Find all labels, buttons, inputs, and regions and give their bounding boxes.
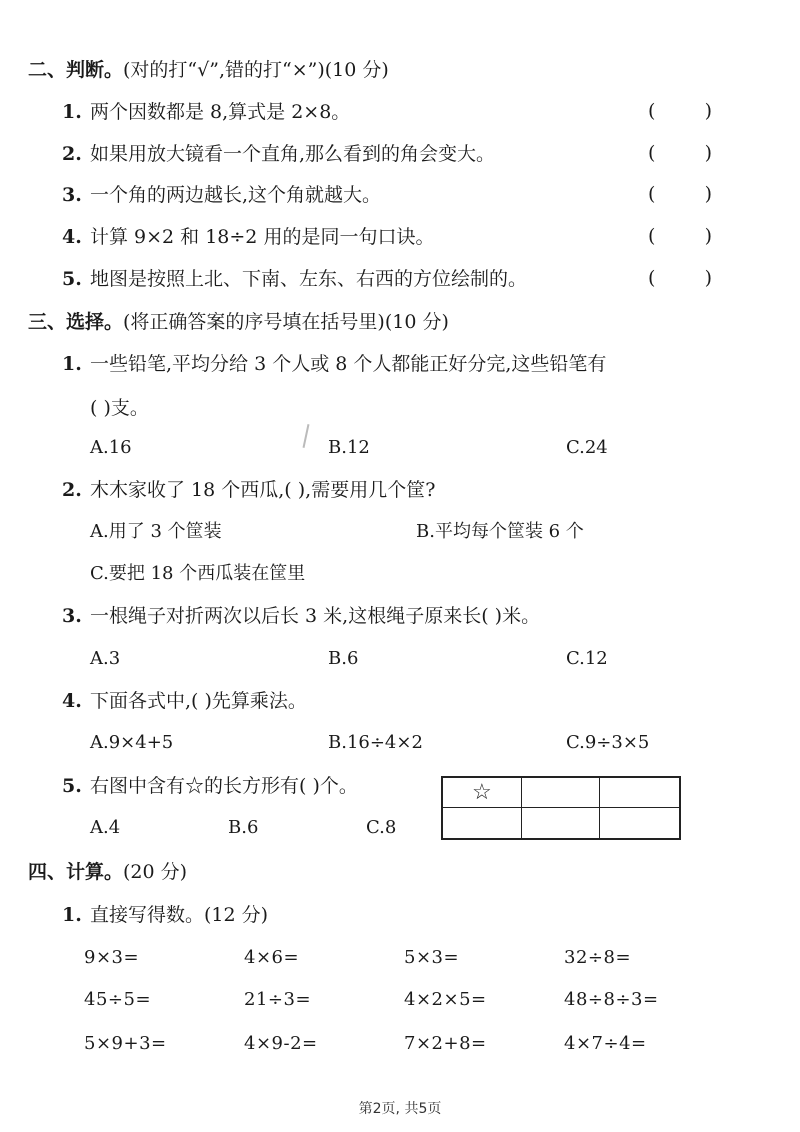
judge-item-number: 3.: [62, 184, 82, 206]
choice-q5: [62, 774, 358, 798]
close-paren: ): [704, 267, 712, 289]
close-paren: ): [704, 183, 712, 205]
option-b[interactable]: B.16÷4×2: [328, 732, 423, 753]
grid-cell: [600, 778, 679, 808]
open-paren: (: [648, 183, 656, 205]
close-paren: ): [704, 142, 712, 164]
judge-item-number: 2.: [62, 143, 82, 165]
option-c[interactable]: C.12: [566, 648, 608, 669]
question-text: 木木家收了 18 个西瓜,( ),需要用几个筐?: [90, 479, 436, 501]
option-c[interactable]: C.8: [366, 817, 397, 838]
judge-item-text: 一个角的两边越长,这个角就越大。: [90, 184, 382, 206]
question-text: 下面各式中,( )先算乘法。: [90, 690, 307, 712]
judge-item-2: [62, 142, 495, 166]
grid-cell: [443, 778, 522, 808]
judge-item-number: 4.: [62, 226, 82, 248]
answer-blank[interactable]: [648, 225, 712, 247]
grid-cell: [522, 778, 601, 808]
judge-item-text: 两个因数都是 8,算式是 2×8。: [90, 101, 351, 123]
calc-expression: 32÷8=: [564, 947, 632, 968]
section4-note: (20 分): [123, 861, 188, 883]
grid-cell: [443, 808, 522, 838]
open-paren: (: [648, 225, 656, 247]
calc-q1: [62, 903, 268, 927]
question-number: 2.: [62, 479, 82, 501]
page-footer: 第2页, 共5页: [358, 1101, 442, 1117]
section3-heading: [28, 310, 449, 334]
answer-blank[interactable]: [648, 100, 712, 122]
choice-q4: [62, 689, 307, 713]
open-paren: (: [648, 142, 656, 164]
option-a[interactable]: A.3: [90, 648, 121, 669]
option-c[interactable]: C.24: [566, 437, 608, 458]
section2-title: 二、判断。: [28, 59, 124, 81]
grid-cell: [600, 808, 679, 838]
rectangle-grid-figure: [441, 776, 681, 840]
open-paren: (: [648, 267, 656, 289]
option-b[interactable]: B.12: [328, 437, 370, 458]
option-a[interactable]: A.9×4+5: [90, 732, 174, 753]
section2-note: (对的打“√”,错的打“×”)(10 分): [123, 59, 389, 81]
calc-expression: 4×2×5=: [404, 989, 487, 1010]
option-b[interactable]: B.平均每个筐装 6 个: [416, 521, 584, 542]
question-number: 4.: [62, 690, 82, 712]
question-number: 1.: [62, 353, 82, 375]
question-number: 3.: [62, 605, 82, 627]
question-text: 一些铅笔,平均分给 3 个人或 8 个人都能正好分完,这些铅笔有: [90, 353, 607, 375]
section4-title: 四、计算。: [28, 861, 124, 883]
answer-blank[interactable]: [648, 183, 712, 205]
judge-item-1: [62, 100, 350, 124]
section4-heading: [28, 860, 187, 884]
pencil-mark: [303, 424, 310, 448]
open-paren: (: [648, 100, 656, 122]
calc-expression: 9×3=: [84, 947, 140, 968]
option-a[interactable]: A.用了 3 个筐装: [90, 521, 222, 542]
option-b[interactable]: B.6: [228, 817, 259, 838]
choice-q3: [62, 604, 540, 628]
close-paren: ): [704, 100, 712, 122]
option-a[interactable]: A.16: [90, 437, 132, 458]
choice-q2: [62, 478, 435, 502]
judge-item-text: 地图是按照上北、下南、左东、右西的方位绘制的。: [90, 268, 528, 290]
calc-expression: 5×3=: [404, 947, 460, 968]
calc-expression: 4×7÷4=: [564, 1033, 647, 1054]
question-number: 1.: [62, 904, 82, 926]
judge-item-text: 计算 9×2 和 18÷2 用的是同一句口诀。: [90, 226, 435, 248]
calc-expression: 7×2+8=: [404, 1033, 487, 1054]
star-icon: ☆: [471, 780, 492, 805]
close-paren: ): [704, 225, 712, 247]
question-text: 一根绳子对折两次以后长 3 米,这根绳子原来长( )米。: [90, 605, 541, 627]
section3-title: 三、选择。: [28, 311, 124, 333]
judge-item-number: 1.: [62, 101, 82, 123]
question-text: 右图中含有☆的长方形有( )个。: [90, 775, 358, 797]
option-c[interactable]: C.9÷3×5: [566, 732, 650, 753]
choice-q1-line2: ( )支。: [90, 397, 149, 419]
answer-blank[interactable]: [648, 142, 712, 164]
judge-item-text: 如果用放大镜看一个直角,那么看到的角会变大。: [90, 143, 496, 165]
answer-blank[interactable]: [648, 267, 712, 289]
question-text: 直接写得数。(12 分): [90, 904, 269, 926]
calc-expression: 4×6=: [244, 947, 300, 968]
option-a[interactable]: A.4: [90, 817, 121, 838]
section2-heading: [28, 58, 389, 82]
option-b[interactable]: B.6: [328, 648, 359, 669]
calc-expression: 5×9+3=: [84, 1033, 167, 1054]
judge-item-number: 5.: [62, 268, 82, 290]
calc-expression: 4×9-2=: [244, 1033, 318, 1054]
choice-q1: [62, 352, 606, 376]
calc-expression: 48÷8÷3=: [564, 989, 659, 1010]
calc-expression: 45÷5=: [84, 989, 152, 1010]
judge-item-5: [62, 267, 527, 291]
option-c[interactable]: C.要把 18 个西瓜装在筐里: [90, 563, 306, 584]
calc-expression: 21÷3=: [244, 989, 312, 1010]
grid-cell: [522, 808, 601, 838]
judge-item-4: [62, 225, 434, 249]
question-number: 5.: [62, 775, 82, 797]
judge-item-3: [62, 183, 381, 207]
section3-note: (将正确答案的序号填在括号里)(10 分): [123, 311, 449, 333]
